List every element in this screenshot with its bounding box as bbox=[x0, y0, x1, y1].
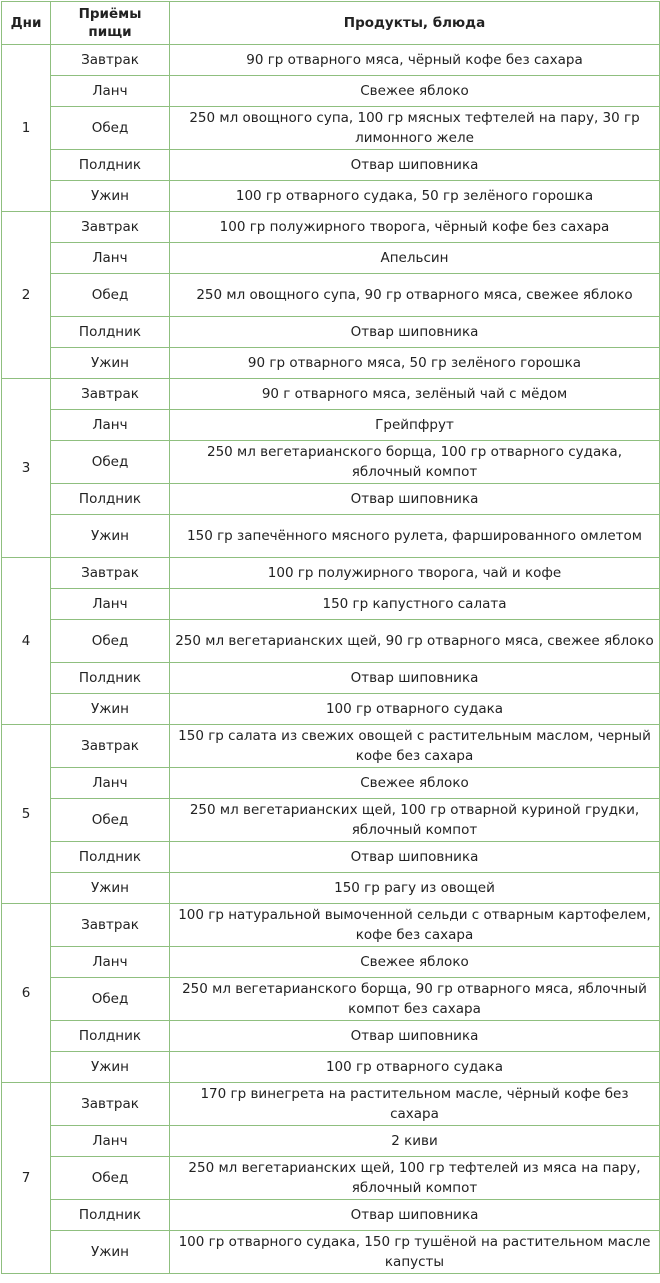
meal-name: Ланч bbox=[51, 947, 170, 978]
table-row bbox=[2, 768, 660, 799]
meal-food: 250 мл овощного супа, 90 гр отварного мяса, свежее яблоко bbox=[170, 274, 660, 317]
meal-name: Завтрак bbox=[51, 725, 170, 768]
meal-food: 150 гр салата из свежих овощей с растительным маслом, черный кофе без сахара bbox=[170, 725, 660, 768]
table-row bbox=[2, 663, 660, 694]
meal-name: Полдник bbox=[51, 484, 170, 515]
table-row bbox=[2, 904, 660, 947]
meal-food: 250 мл вегетарианского борща, 100 гр отварного судака, яблочный компот bbox=[170, 441, 660, 484]
day-number: 6 bbox=[2, 904, 51, 1083]
meal-name: Обед bbox=[51, 1157, 170, 1200]
meal-food: Отвар шиповника bbox=[170, 150, 660, 181]
meal-name: Завтрак bbox=[51, 45, 170, 76]
meal-food: Отвар шиповника bbox=[170, 663, 660, 694]
day-number: 5 bbox=[2, 725, 51, 904]
meal-name: Завтрак bbox=[51, 212, 170, 243]
table-row bbox=[2, 317, 660, 348]
meal-name: Ужин bbox=[51, 1231, 170, 1274]
day-number: 7 bbox=[2, 1083, 51, 1274]
table-row bbox=[2, 1052, 660, 1083]
meal-food: 100 гр отварного судака bbox=[170, 1052, 660, 1083]
meal-name: Ланч bbox=[51, 76, 170, 107]
meal-name: Ланч bbox=[51, 243, 170, 274]
header-meals: Приёмы пищи bbox=[51, 2, 170, 45]
meal-food: Грейпфрут bbox=[170, 410, 660, 441]
meal-food: 90 гр отварного мяса, чёрный кофе без сахара bbox=[170, 45, 660, 76]
meal-food: Свежее яблоко bbox=[170, 768, 660, 799]
header-row bbox=[2, 2, 660, 45]
table-row bbox=[2, 725, 660, 768]
header-days: Дни bbox=[2, 2, 51, 45]
table-row bbox=[2, 978, 660, 1021]
table-row bbox=[2, 1200, 660, 1231]
diet-menu-table bbox=[1, 1, 660, 1274]
table-row bbox=[2, 243, 660, 274]
meal-name: Обед bbox=[51, 107, 170, 150]
meal-food: 100 гр полужирного творога, чёрный кофе без сахара bbox=[170, 212, 660, 243]
table-row bbox=[2, 181, 660, 212]
day-number: 3 bbox=[2, 379, 51, 558]
meal-name: Ужин bbox=[51, 694, 170, 725]
table-row bbox=[2, 799, 660, 842]
meal-name: Ланч bbox=[51, 589, 170, 620]
meal-name: Завтрак bbox=[51, 904, 170, 947]
table-row bbox=[2, 274, 660, 317]
meal-food: 2 киви bbox=[170, 1126, 660, 1157]
meal-name: Обед bbox=[51, 441, 170, 484]
meal-name: Обед bbox=[51, 620, 170, 663]
meal-name: Полдник bbox=[51, 1021, 170, 1052]
meal-food: 250 мл овощного супа, 100 гр мясных тефтелей на пару, 30 гр лимонного желе bbox=[170, 107, 660, 150]
meal-name: Ланч bbox=[51, 410, 170, 441]
meal-food: 150 гр запечённого мясного рулета, фаршированного омлетом bbox=[170, 515, 660, 558]
meal-food: 100 гр отварного судака, 150 гр тушёной на растительном масле капусты bbox=[170, 1231, 660, 1274]
table-row bbox=[2, 348, 660, 379]
table-row bbox=[2, 842, 660, 873]
meal-name: Завтрак bbox=[51, 379, 170, 410]
table-row bbox=[2, 441, 660, 484]
meal-food: Отвар шиповника bbox=[170, 317, 660, 348]
meal-name: Обед bbox=[51, 799, 170, 842]
table-row bbox=[2, 379, 660, 410]
header-food: Продукты, блюда bbox=[170, 2, 660, 45]
meal-food: Отвар шиповника bbox=[170, 1021, 660, 1052]
day-number: 2 bbox=[2, 212, 51, 379]
day-number: 1 bbox=[2, 45, 51, 212]
meal-name: Полдник bbox=[51, 150, 170, 181]
meal-name: Ужин bbox=[51, 515, 170, 558]
table-row bbox=[2, 1231, 660, 1274]
meal-name: Ужин bbox=[51, 873, 170, 904]
table-row bbox=[2, 558, 660, 589]
table-row bbox=[2, 1083, 660, 1126]
meal-name: Ужин bbox=[51, 1052, 170, 1083]
meal-name: Обед bbox=[51, 978, 170, 1021]
meal-name: Завтрак bbox=[51, 1083, 170, 1126]
meal-name: Обед bbox=[51, 274, 170, 317]
meal-food: 250 мл вегетарианских щей, 100 гр тефтелей из мяса на пару, яблочный компот bbox=[170, 1157, 660, 1200]
table-row bbox=[2, 694, 660, 725]
menu-body bbox=[2, 45, 660, 1274]
meal-name: Завтрак bbox=[51, 558, 170, 589]
table-row bbox=[2, 150, 660, 181]
table-row bbox=[2, 410, 660, 441]
meal-food: Отвар шиповника bbox=[170, 1200, 660, 1231]
meal-food: Свежее яблоко bbox=[170, 76, 660, 107]
meal-food: 250 мл вегетарианского борща, 90 гр отварного мяса, яблочный компот без сахара bbox=[170, 978, 660, 1021]
meal-name: Полдник bbox=[51, 663, 170, 694]
meal-name: Ужин bbox=[51, 348, 170, 379]
meal-name: Полдник bbox=[51, 1200, 170, 1231]
meal-food: 100 гр отварного судака bbox=[170, 694, 660, 725]
meal-food: 250 мл вегетарианских щей, 100 гр отварной куриной грудки, яблочный компот bbox=[170, 799, 660, 842]
meal-food: 90 г отварного мяса, зелёный чай с мёдом bbox=[170, 379, 660, 410]
day-number: 4 bbox=[2, 558, 51, 725]
table-row bbox=[2, 589, 660, 620]
meal-food: Отвар шиповника bbox=[170, 842, 660, 873]
meal-food: 90 гр отварного мяса, 50 гр зелёного горошка bbox=[170, 348, 660, 379]
meal-name: Полдник bbox=[51, 317, 170, 348]
meal-food: 100 гр натуральной вымоченной сельди с отварным картофелем, кофе без сахара bbox=[170, 904, 660, 947]
table-row bbox=[2, 76, 660, 107]
table-row bbox=[2, 620, 660, 663]
table-row bbox=[2, 947, 660, 978]
table-row bbox=[2, 45, 660, 76]
meal-food: Отвар шиповника bbox=[170, 484, 660, 515]
meal-food: 100 гр отварного судака, 50 гр зелёного горошка bbox=[170, 181, 660, 212]
meal-food: Апельсин bbox=[170, 243, 660, 274]
table-row bbox=[2, 1126, 660, 1157]
meal-food: 100 гр полужирного творога, чай и кофе bbox=[170, 558, 660, 589]
table-row bbox=[2, 873, 660, 904]
table-row bbox=[2, 212, 660, 243]
meal-name: Ужин bbox=[51, 181, 170, 212]
meal-food: Свежее яблоко bbox=[170, 947, 660, 978]
meal-food: 170 гр винегрета на растительном масле, чёрный кофе без сахара bbox=[170, 1083, 660, 1126]
table-row bbox=[2, 484, 660, 515]
meal-food: 150 гр капустного салата bbox=[170, 589, 660, 620]
meal-food: 150 гр рагу из овощей bbox=[170, 873, 660, 904]
table-row bbox=[2, 107, 660, 150]
table-row bbox=[2, 1021, 660, 1052]
table-row bbox=[2, 1157, 660, 1200]
table-row bbox=[2, 515, 660, 558]
meal-name: Ланч bbox=[51, 768, 170, 799]
meal-name: Ланч bbox=[51, 1126, 170, 1157]
meal-food: 250 мл вегетарианских щей, 90 гр отварного мяса, свежее яблоко bbox=[170, 620, 660, 663]
meal-name: Полдник bbox=[51, 842, 170, 873]
